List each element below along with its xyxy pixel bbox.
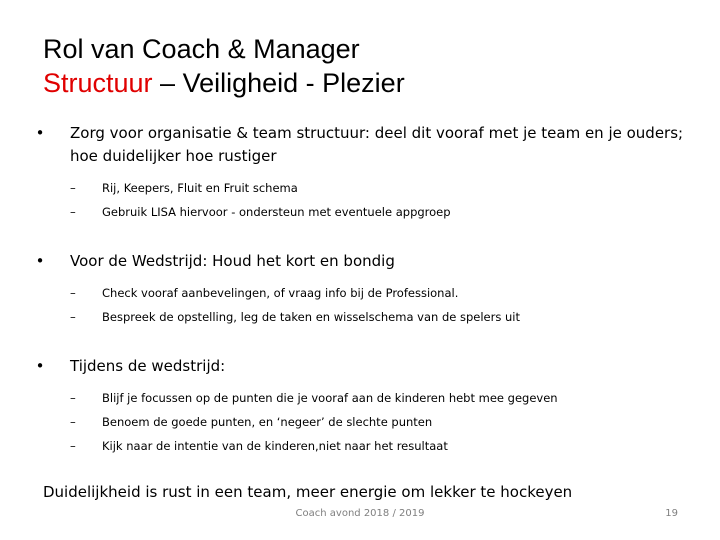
sub-bullet-item [30, 176, 690, 200]
bullet-group-2 [30, 250, 690, 329]
title-line-2-rest: – Veiligheid - Plezier [152, 68, 405, 98]
dash-icon: – [70, 439, 76, 453]
bullet-text: Zorg voor organisatie & team structuur: deel dit vooraf met je team en je ouders; hoe duidelijker hoe rustiger [70, 124, 684, 165]
sub-bullet-text: Kijk naar de intentie van de kinderen,niet naar het resultaat [102, 439, 448, 453]
bullet-item [30, 122, 690, 168]
bullet-item [30, 250, 690, 273]
bullet-text: Tijdens de wedstrijd: [70, 357, 226, 375]
sub-bullet-item [30, 200, 690, 224]
sub-bullet-list [30, 176, 690, 224]
bullet-dot-icon: • [35, 124, 45, 142]
sub-bullet-item [30, 305, 690, 329]
bullet-item [30, 355, 690, 378]
sub-bullet-list [30, 386, 690, 458]
bullet-text: Voor de Wedstrijd: Houd het kort en bondig [70, 252, 395, 270]
dash-icon: – [70, 310, 76, 324]
sub-bullet-text: Rij, Keepers, Fluit en Fruit schema [102, 181, 298, 195]
title-accent-word: Structuur [43, 68, 153, 98]
sub-bullet-text: Benoem de goede punten, en ‘negeer’ de slechte punten [102, 415, 433, 429]
sub-bullet-item [30, 386, 690, 410]
slide-body [30, 122, 690, 488]
title-line-1: Rol van Coach & Manager [43, 34, 360, 64]
dash-icon: – [70, 415, 76, 429]
footer-text: Coach avond 2018 / 2019 [295, 508, 425, 519]
bullet-dot-icon: • [35, 252, 45, 270]
sub-bullet-item [30, 410, 690, 434]
bullet-group-3 [30, 355, 690, 458]
sub-bullet-list [30, 281, 690, 329]
conclusion-text: Duidelijkheid is rust in een team, meer energie om lekker te hockeyen [43, 483, 573, 501]
title-line-2 [43, 66, 405, 100]
sub-bullet-text: Bespreek de opstelling, leg de taken en wisselschema van de spelers uit [102, 310, 520, 324]
sub-bullet-text: Blijf je focussen op de punten die je vooraf aan de kinderen hebt mee gegeven [102, 391, 558, 405]
dash-icon: – [70, 286, 76, 300]
sub-bullet-item [30, 281, 690, 305]
sub-bullet-text: Check vooraf aanbevelingen, of vraag info bij de Professional. [102, 286, 459, 300]
sub-bullet-text: Gebruik LISA hiervoor - ondersteun met eventuele appgroep [102, 205, 451, 219]
sub-bullet-item [30, 434, 690, 458]
dash-icon: – [70, 205, 76, 219]
dash-icon: – [70, 181, 76, 195]
page-number: 19 [665, 508, 678, 519]
dash-icon: – [70, 391, 76, 405]
slide-title [43, 32, 405, 100]
bullet-group-1 [30, 122, 690, 224]
bullet-dot-icon: • [35, 357, 45, 375]
